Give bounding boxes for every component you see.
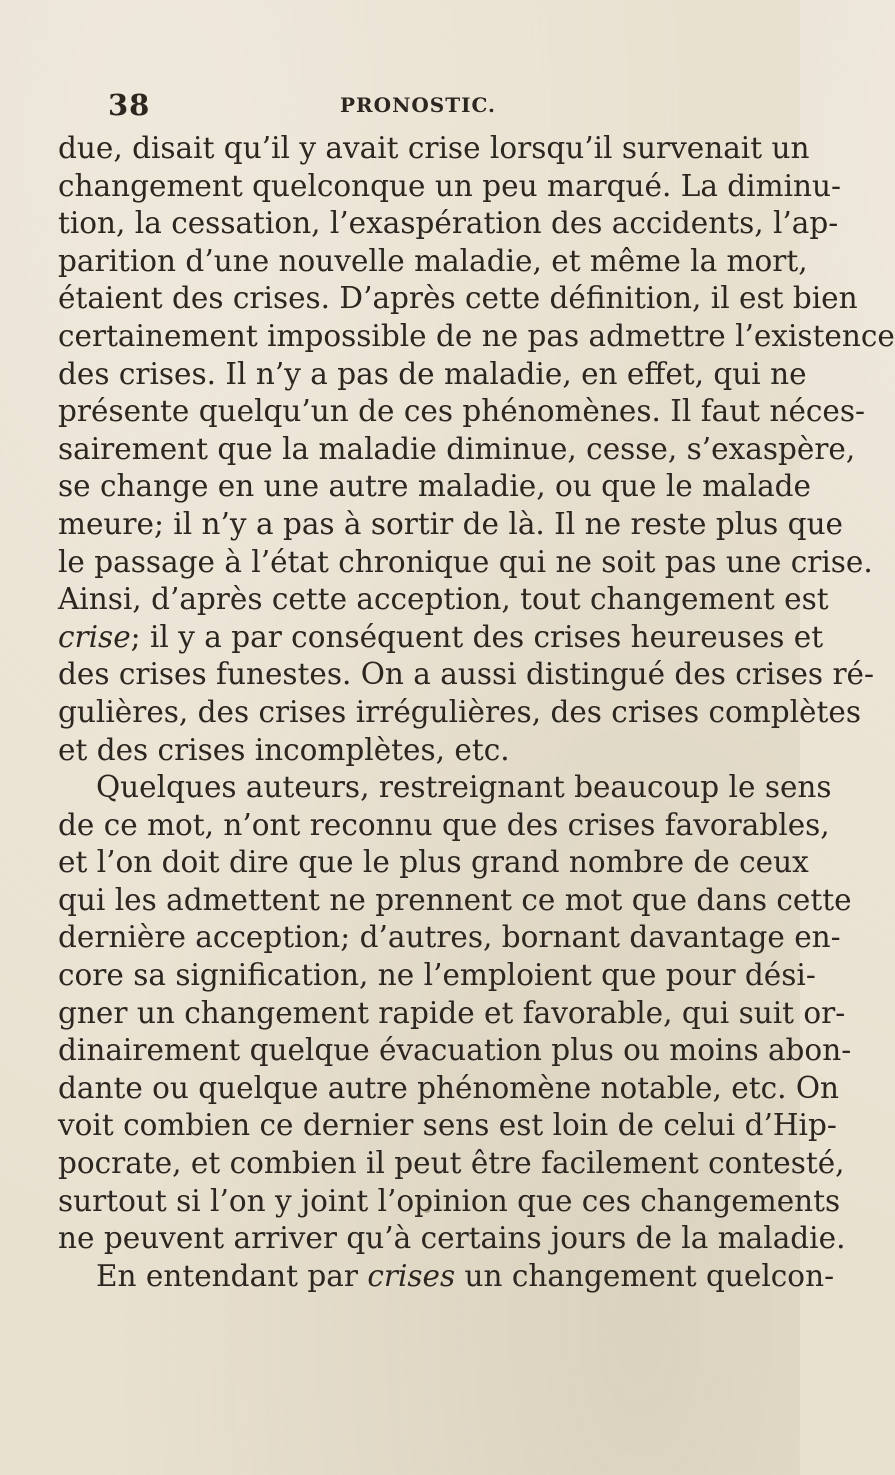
text-run: un changement quelcon- bbox=[455, 1258, 835, 1293]
body-text bbox=[58, 130, 895, 1295]
text-line: se change en une autre maladie, ou que le malade bbox=[58, 469, 812, 504]
text-line: certainement impossible de ne pas admettre l’existence bbox=[58, 318, 895, 353]
running-head bbox=[108, 88, 720, 122]
italic-term: crise bbox=[58, 619, 131, 654]
text-line: voit combien ce dernier sens est loin de celui d’Hip- bbox=[58, 1108, 837, 1143]
text-line: qui les admettent ne prennent ce mot que dans cette bbox=[58, 882, 852, 917]
text-line: Ainsi, d’après cette acception, tout changement est bbox=[58, 582, 829, 617]
text-line: présente quelqu’un de ces phénomènes. Il faut néces- bbox=[58, 394, 865, 429]
text-line: dante ou quelque autre phénomène notable, etc. On bbox=[58, 1070, 840, 1105]
text-line: tion, la cessation, l’exaspération des accidents, l’ap- bbox=[58, 206, 839, 241]
text-line: sairement que la maladie diminue, cesse, s’exaspère, bbox=[58, 431, 856, 466]
text-line: de ce mot, n’ont reconnu que des crises favorables, bbox=[58, 807, 830, 842]
text-line: core sa signification, ne l’emploient que pour dési- bbox=[58, 958, 816, 993]
page-number: 38 bbox=[108, 88, 151, 122]
running-title: PRONOSTIC. bbox=[340, 93, 496, 117]
text-line: gner un changement rapide et favorable, qui suit or- bbox=[58, 995, 846, 1030]
text-line: meure; il n’y a pas à sortir de là. Il ne reste plus que bbox=[58, 506, 844, 541]
text-line: gulières, des crises irrégulières, des crises complètes bbox=[58, 694, 861, 729]
text-line: due, disait qu’il y avait crise lorsqu’il survenait un bbox=[58, 131, 810, 165]
text-line: et l’on doit dire que le plus grand nombre de ceux bbox=[58, 845, 809, 880]
italic-term: crises bbox=[367, 1258, 456, 1293]
text-line: Quelques auteurs, restreignant beaucoup le sens bbox=[96, 770, 832, 805]
paper-spot bbox=[424, 1208, 430, 1213]
text-line: des crises. Il n’y a pas de maladie, en effet, qui ne bbox=[58, 356, 807, 391]
text-line: étaient des crises. D’après cette définition, il est bien bbox=[58, 281, 858, 316]
text-line: changement quelconque un peu marqué. La diminu- bbox=[58, 168, 841, 203]
text-line: dinairement quelque évacuation plus ou moins abon- bbox=[58, 1033, 852, 1068]
text-line bbox=[58, 1258, 835, 1296]
text-line: dernière acception; d’autres, bornant davantage en- bbox=[58, 920, 841, 955]
text-line: ne peuvent arriver qu’à certains jours de la maladie. bbox=[58, 1221, 846, 1256]
text-line bbox=[58, 619, 824, 657]
text-line: surtout si l’on y joint l’opinion que ces changements bbox=[58, 1183, 841, 1218]
text-line: des crises funestes. On a aussi distingué des crises ré- bbox=[58, 657, 874, 692]
text-line: pocrate, et combien il peut être facilement contesté, bbox=[58, 1146, 845, 1181]
text-line: parition d’une nouvelle maladie, et même la mort, bbox=[58, 243, 808, 278]
text-line: le passage à l’état chronique qui ne soit pas une crise. bbox=[58, 544, 873, 579]
text-run: ; il y a par conséquent des crises heureuses et bbox=[130, 619, 824, 654]
text-run: En entendant par bbox=[96, 1258, 368, 1293]
text-line: et des crises incomplètes, etc. bbox=[58, 732, 510, 767]
